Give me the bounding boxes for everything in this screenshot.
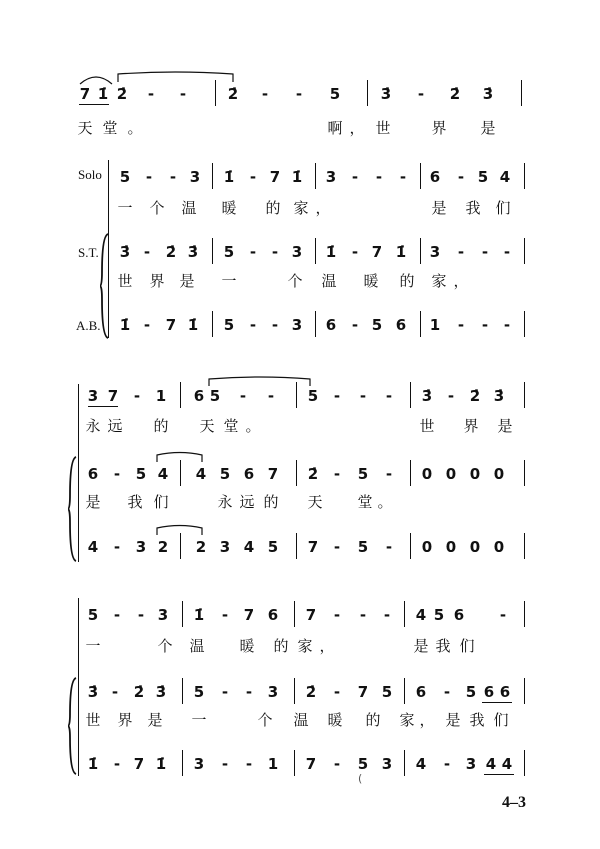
lyric: ， — [453, 272, 469, 290]
note: 3 — [325, 168, 337, 186]
lyric: 世 — [375, 119, 391, 137]
note: 7 — [357, 683, 369, 701]
note: 3̇ — [421, 387, 433, 405]
bar-line — [212, 238, 213, 264]
note: 3̇ — [87, 683, 99, 701]
note: - — [111, 683, 119, 701]
notation-row-8 — [0, 603, 600, 627]
note: 3̇ — [119, 243, 131, 261]
note: - — [295, 85, 303, 103]
bar-line — [524, 382, 525, 408]
bar-line — [212, 163, 213, 189]
note: 2̇ — [469, 387, 481, 405]
note: 5 — [87, 606, 99, 624]
note: - — [221, 683, 229, 701]
notation-row-ab — [0, 313, 600, 337]
bar-line — [524, 460, 525, 486]
slur — [206, 374, 314, 388]
lyric: 世 — [85, 711, 101, 729]
note: 7 — [269, 168, 281, 186]
lyric-row-5 — [0, 416, 600, 440]
note: 2 — [195, 538, 207, 556]
note: - — [133, 387, 141, 405]
note: - — [143, 243, 151, 261]
note: 7 — [107, 387, 119, 405]
notation-row-solo — [0, 165, 600, 189]
note: 5 — [307, 387, 319, 405]
bar-line — [182, 750, 183, 776]
beam — [79, 104, 109, 105]
lyric: 。 — [377, 493, 393, 511]
note: - — [147, 85, 155, 103]
stray-mark: ( — [358, 772, 363, 785]
note: 3 — [465, 755, 477, 773]
note: 6 — [429, 168, 441, 186]
note: 3 — [219, 538, 231, 556]
note: 3 — [381, 755, 393, 773]
note: 6 — [325, 316, 337, 334]
note: 3 — [267, 683, 279, 701]
note: - — [145, 168, 153, 186]
lyric: 温 — [189, 637, 205, 655]
note: - — [113, 606, 121, 624]
lyric: 暖 — [239, 637, 255, 655]
lyric: 暖 — [327, 711, 343, 729]
note: - — [271, 316, 279, 334]
note: 1̇ — [187, 316, 199, 334]
note: - — [221, 755, 229, 773]
note: - — [359, 387, 367, 405]
lyric: ， — [419, 711, 435, 729]
note: 5 — [357, 538, 369, 556]
bar-line — [524, 678, 525, 704]
note: 6 — [453, 606, 465, 624]
lyric: 暖 — [363, 272, 379, 290]
note: 1̇ — [223, 168, 235, 186]
bar-line — [315, 163, 316, 189]
note: - — [221, 606, 229, 624]
note: 5 — [433, 606, 445, 624]
lyric: ， — [349, 119, 365, 137]
notation-row-st — [0, 240, 600, 264]
lyric: 是 — [147, 711, 163, 729]
lyric: 远 — [107, 417, 123, 435]
note: 5 — [193, 683, 205, 701]
note: - — [457, 168, 465, 186]
note: 1̇ — [97, 85, 109, 103]
note: 2̇ — [165, 243, 177, 261]
note: - — [113, 755, 121, 773]
note: 3 — [291, 316, 303, 334]
note: 3̇ — [380, 85, 392, 103]
lyric: ， — [319, 637, 335, 655]
note: 7 — [371, 243, 383, 261]
lyric: 的 — [399, 272, 415, 290]
note: 0 — [445, 465, 457, 483]
note: - — [271, 243, 279, 261]
note: 5 — [371, 316, 383, 334]
note: 2 — [157, 538, 169, 556]
note: 1̇ — [87, 755, 99, 773]
note: 4 — [415, 606, 427, 624]
note: 1̇ — [325, 243, 337, 261]
note: 6 — [267, 606, 279, 624]
bar-line — [420, 238, 421, 264]
note: 2̇ — [449, 85, 461, 103]
note: - — [359, 606, 367, 624]
slur — [115, 68, 240, 84]
note: - — [481, 243, 489, 261]
note: 2̇ — [133, 683, 145, 701]
note: 0 — [445, 538, 457, 556]
note: - — [417, 85, 425, 103]
note: 0 — [493, 465, 505, 483]
bar-line — [404, 678, 405, 704]
lyric: 堂 — [357, 493, 373, 511]
lyric: 界 — [431, 119, 447, 137]
note: 4 — [195, 465, 207, 483]
note: 1 — [429, 316, 441, 334]
bar-line — [524, 238, 525, 264]
lyric: 界 — [463, 417, 479, 435]
note: 2̇ — [305, 683, 317, 701]
note: 0 — [469, 538, 481, 556]
note: - — [351, 168, 359, 186]
bar-line — [524, 533, 525, 559]
note: 4 — [501, 755, 513, 773]
note: - — [351, 316, 359, 334]
note: 4 — [485, 755, 497, 773]
note: 5 — [357, 755, 369, 773]
notation-row-10 — [0, 752, 600, 776]
lyric: 的 — [153, 417, 169, 435]
part-label-st: S.T. — [78, 245, 99, 260]
lyric: 们 — [493, 711, 509, 729]
bar-line — [182, 601, 183, 627]
lyric: 个 — [287, 272, 303, 290]
note: - — [385, 387, 393, 405]
note: - — [499, 606, 507, 624]
note: 1̇ — [119, 316, 131, 334]
note: 1̇ — [193, 606, 205, 624]
note: - — [113, 465, 121, 483]
bar-line — [410, 533, 411, 559]
beam — [482, 702, 512, 703]
lyric: 们 — [459, 637, 475, 655]
lyric-row-6 — [0, 492, 600, 516]
note: - — [481, 316, 489, 334]
slur — [78, 72, 118, 86]
note: 5 — [267, 538, 279, 556]
note: 7 — [243, 606, 255, 624]
bar-line — [367, 80, 368, 106]
lyric-row-1 — [0, 118, 600, 142]
note: 3 — [189, 168, 201, 186]
note: - — [169, 168, 177, 186]
beam — [88, 406, 118, 407]
slur — [154, 450, 206, 464]
note: 5 — [357, 465, 369, 483]
note: - — [249, 168, 257, 186]
note: 5 — [329, 85, 341, 103]
slur — [154, 523, 206, 537]
bar-line — [180, 382, 181, 408]
note: - — [179, 85, 187, 103]
note: 5 — [381, 683, 393, 701]
note: - — [249, 316, 257, 334]
note: - — [443, 683, 451, 701]
lyric: 天 — [77, 119, 93, 137]
page-number: 4–3 — [502, 794, 526, 811]
lyric: 世 — [117, 272, 133, 290]
note: 6 — [415, 683, 427, 701]
lyric: 家 — [431, 272, 447, 290]
note: 5 — [223, 243, 235, 261]
bar-line — [524, 750, 525, 776]
note: 1̇ — [155, 755, 167, 773]
note: 3̇ — [493, 387, 505, 405]
note: 5 — [209, 387, 221, 405]
note: - — [333, 606, 341, 624]
notation-row-7 — [0, 535, 600, 559]
note: 2̇ — [116, 85, 128, 103]
note: - — [443, 755, 451, 773]
note: 6 — [483, 683, 495, 701]
lyric: 是 — [85, 493, 101, 511]
bar-line — [404, 601, 405, 627]
bar-line — [521, 80, 522, 106]
note: 7 — [267, 465, 279, 483]
note: 1̇ — [395, 243, 407, 261]
note: - — [399, 168, 407, 186]
part-label-ab: A.B. — [76, 318, 101, 333]
lyric: 个 — [149, 199, 165, 217]
lyric: 是 — [497, 417, 513, 435]
bar-line — [315, 311, 316, 337]
lyric: 的 — [365, 711, 381, 729]
lyric: 的 — [273, 637, 289, 655]
note: - — [457, 243, 465, 261]
note: 3 — [157, 606, 169, 624]
lyric: 世 — [419, 417, 435, 435]
note: 5 — [135, 465, 147, 483]
note: - — [385, 538, 393, 556]
lyric: 永 — [217, 493, 233, 511]
note: 1 — [267, 755, 279, 773]
note: 2̇ — [227, 85, 239, 103]
bar-line — [182, 678, 183, 704]
lyric-row-st — [0, 271, 600, 295]
note: 3 — [291, 243, 303, 261]
lyric: 界 — [117, 711, 133, 729]
note: - — [383, 606, 391, 624]
bar-line — [524, 311, 525, 337]
note: 4 — [87, 538, 99, 556]
beam — [484, 774, 514, 775]
note: 6 — [193, 387, 205, 405]
lyric: 的 — [263, 493, 279, 511]
note: 4 — [243, 538, 255, 556]
note: 3̇ — [482, 85, 494, 103]
lyric: 们 — [153, 493, 169, 511]
note: - — [333, 538, 341, 556]
note: 7 — [307, 538, 319, 556]
lyric: 们 — [495, 199, 511, 217]
note: 6 — [499, 683, 511, 701]
lyric: 家 — [399, 711, 415, 729]
lyric: 家 — [293, 199, 309, 217]
note: 1 — [155, 387, 167, 405]
note: - — [503, 243, 511, 261]
note: - — [333, 755, 341, 773]
note: 4 — [499, 168, 511, 186]
note: 0 — [493, 538, 505, 556]
lyric: 永 — [85, 417, 101, 435]
note: 0 — [421, 538, 433, 556]
bar-line — [315, 238, 316, 264]
notation-row-9 — [0, 680, 600, 704]
lyric: 温 — [321, 272, 337, 290]
note: - — [333, 387, 341, 405]
note: 4 — [157, 465, 169, 483]
note: 3 — [87, 387, 99, 405]
note: 3̇ — [187, 243, 199, 261]
bar-line — [524, 163, 525, 189]
note: - — [457, 316, 465, 334]
lyric: 暖 — [221, 199, 237, 217]
note: - — [143, 316, 151, 334]
bar-line — [420, 163, 421, 189]
note: - — [447, 387, 455, 405]
lyric: 我 — [465, 199, 481, 217]
note: 5 — [119, 168, 131, 186]
lyric: 我 — [127, 493, 143, 511]
lyric: 是 — [480, 119, 496, 137]
bar-line — [296, 460, 297, 486]
lyric: 个 — [257, 711, 273, 729]
lyric: 界 — [149, 272, 165, 290]
lyric: ， — [315, 199, 331, 217]
lyric: 是 — [445, 711, 461, 729]
note: - — [267, 387, 275, 405]
note: 7 — [165, 316, 177, 334]
note: - — [351, 243, 359, 261]
lyric: 温 — [293, 711, 309, 729]
lyric-row-solo — [0, 198, 600, 222]
note: - — [333, 465, 341, 483]
note: - — [137, 606, 145, 624]
bar-line — [404, 750, 405, 776]
note: - — [333, 683, 341, 701]
lyric-row-9 — [0, 710, 600, 734]
lyric: 是 — [179, 272, 195, 290]
lyric: 。 — [245, 417, 261, 435]
part-label-solo: Solo — [78, 167, 102, 182]
note: 6 — [395, 316, 407, 334]
lyric: 是 — [413, 637, 429, 655]
bar-line — [410, 460, 411, 486]
bar-line — [296, 533, 297, 559]
note: 5 — [223, 316, 235, 334]
note: - — [113, 538, 121, 556]
note: 3 — [193, 755, 205, 773]
bar-line — [294, 601, 295, 627]
lyric: 的 — [265, 199, 281, 217]
note: 3 — [135, 538, 147, 556]
note: 7 — [79, 85, 91, 103]
lyric-row-8 — [0, 636, 600, 660]
note: - — [239, 387, 247, 405]
note: 2̇ — [307, 465, 319, 483]
note: 1̇ — [291, 168, 303, 186]
note: - — [245, 683, 253, 701]
lyric: 。 — [127, 119, 143, 137]
lyric: 远 — [239, 493, 255, 511]
note: 5 — [477, 168, 489, 186]
lyric: 家 — [297, 637, 313, 655]
note: - — [261, 85, 269, 103]
lyric: 堂 — [223, 417, 239, 435]
note: - — [385, 465, 393, 483]
lyric: 一 — [85, 637, 101, 655]
note: 5 — [219, 465, 231, 483]
lyric: 堂 — [102, 119, 118, 137]
lyric: 我 — [435, 637, 451, 655]
lyric: 一 — [221, 272, 237, 290]
note: 7 — [305, 755, 317, 773]
lyric: 一 — [191, 711, 207, 729]
lyric: 啊 — [327, 119, 343, 137]
note: 3̇ — [155, 683, 167, 701]
note: 6 — [243, 465, 255, 483]
lyric: 温 — [181, 199, 197, 217]
note: - — [245, 755, 253, 773]
lyric: 天 — [199, 417, 215, 435]
note: - — [375, 168, 383, 186]
lyric: 一 — [117, 199, 133, 217]
note: 3 — [429, 243, 441, 261]
lyric: 天 — [307, 493, 323, 511]
bar-line — [294, 750, 295, 776]
note: - — [503, 316, 511, 334]
note: 4 — [415, 755, 427, 773]
note: 6 — [87, 465, 99, 483]
lyric: 是 — [431, 199, 447, 217]
lyric: 个 — [157, 637, 173, 655]
note: 5 — [465, 683, 477, 701]
notation-row-6 — [0, 462, 600, 486]
note: 0 — [421, 465, 433, 483]
note: 0 — [469, 465, 481, 483]
bar-line — [420, 311, 421, 337]
bar-line — [294, 678, 295, 704]
note: 7 — [133, 755, 145, 773]
note: 7 — [305, 606, 317, 624]
bar-line — [524, 601, 525, 627]
bar-line — [410, 382, 411, 408]
lyric: 我 — [469, 711, 485, 729]
bar-line — [212, 311, 213, 337]
note: - — [249, 243, 257, 261]
